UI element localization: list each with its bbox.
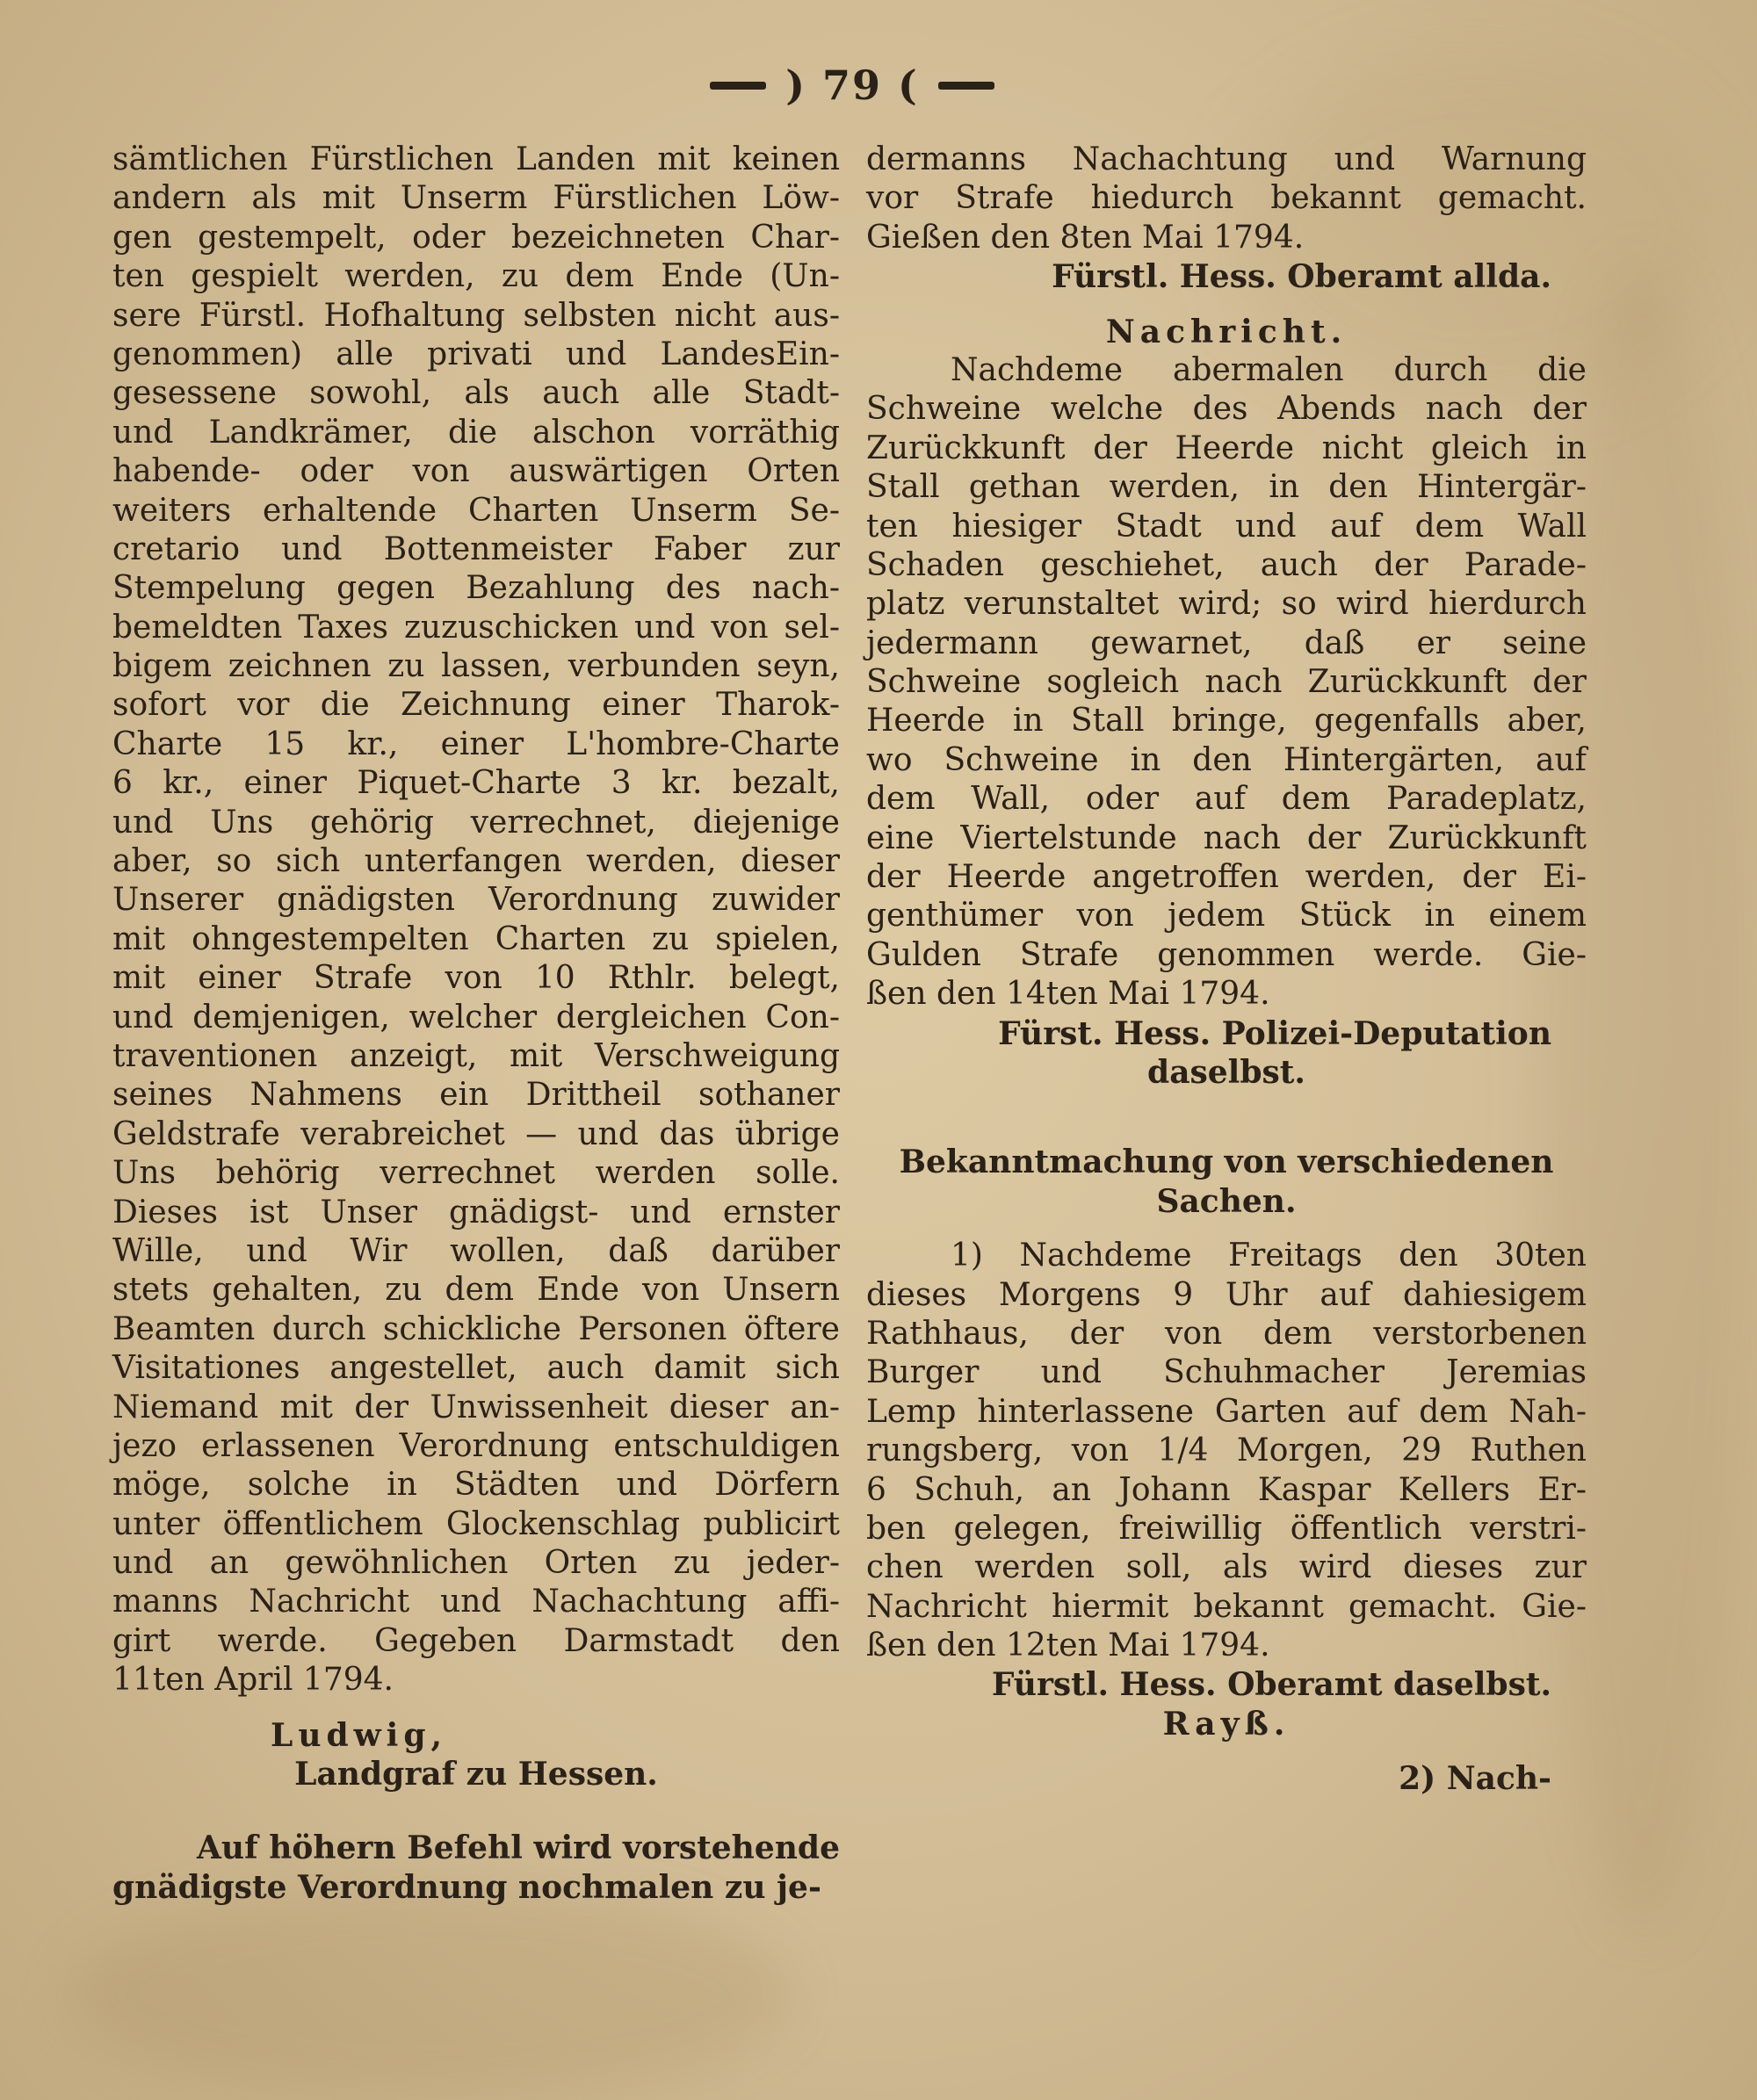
text-line: aber, so sich unterfangen werden, dieser [112, 843, 840, 880]
text-line: Visitationes angestellet, auch damit sich [112, 1350, 840, 1387]
text-line: seines Nahmens ein Drittheil sothaner [112, 1077, 840, 1114]
text-line: andern als mit Unserm Fürstlichen Löw- [112, 180, 840, 217]
text-line: gen gestempelt, oder bezeichneten Char- [112, 219, 840, 256]
page-header [668, 54, 1037, 116]
nachricht-text [866, 351, 1587, 1014]
text-line: Geldstrafe verabreichet — und das übrige [112, 1115, 840, 1152]
text-line: Auf höhern Befehl wird vorstehende [197, 1829, 840, 1867]
text-line: dem Wall, oder auf dem Paradeplatz, [866, 781, 1587, 818]
text-line: ßen den 12ten Mai 1794. [866, 1627, 1270, 1664]
text-line: dermanns Nachachtung und Warnung [866, 141, 1587, 177]
page-number: ) 79 ( [785, 61, 919, 109]
text-line: ten gespielt werden, zu dem Ende (Un- [112, 258, 840, 295]
authority-signature: Fürst. Hess. Polizei-Deputation [998, 1014, 1551, 1052]
text-line: traventionen anzeigt, mit Verschweigung [112, 1037, 840, 1074]
catchword: 2) Nach- [1399, 1760, 1551, 1798]
text-line: Schaden geschiehet, auch der Parade- [866, 546, 1587, 583]
text-line: Charte 15 kr., einer L'hombre-Charte [112, 725, 840, 762]
right-column [866, 141, 1587, 1799]
text-line: jedermann gewarnet, daß er seine [866, 624, 1587, 661]
text-line: möge, solche in Städten und Dörfern [112, 1467, 840, 1504]
authority-signature-line2: daselbst. [1147, 1053, 1305, 1091]
text-line: und an gewöhnlichen Orten zu jeder- [112, 1545, 840, 1582]
heading-line: Bekanntmachung von verschiedenen [899, 1144, 1554, 1181]
text-line: der Heerde angetroffen werden, der Ei- [866, 859, 1587, 896]
text-line: Nachricht hiermit bekannt gemacht. Gie- [866, 1588, 1587, 1625]
section-heading [866, 1143, 1587, 1221]
text-line: gnädigste Verordnung nochmalen zu je- [112, 1868, 821, 1906]
text-line: platz verunstaltet wird; so wird hierdurch [866, 586, 1587, 623]
text-line: gesessene sowohl, als auch alle Stadt- [112, 375, 840, 412]
text-line: girt werde. Gegeben Darmstadt den [112, 1622, 840, 1659]
text-line: Rathhaus, der von dem verstorbenen [866, 1315, 1587, 1352]
left-column [112, 141, 840, 1907]
authority-signature: Fürstl. Hess. Oberamt daselbst. [991, 1666, 1551, 1704]
signature-name: Ludwig, [271, 1716, 448, 1754]
text-line: ten hiesiger Stadt und auf dem Wall [866, 508, 1587, 545]
text-line: vor Strafe hiedurch bekannt gemacht. [866, 180, 1587, 217]
text-line: habende- oder von auswärtigen Orten [112, 453, 840, 490]
header-rule-left [710, 82, 766, 90]
continuation-text [866, 141, 1587, 257]
text-line: Gießen den 8ten Mai 1794. [866, 219, 1305, 256]
text-line: cretario und Bottenmeister Faber zur [112, 530, 840, 567]
text-line: Gulden Strafe genommen werde. Gie- [866, 936, 1587, 973]
signature-block [112, 1716, 840, 1794]
text-line: rungsberg, von 1/4 Morgen, 29 Ruthen [866, 1432, 1587, 1469]
text-line: 6 kr., einer Piquet-Charte 3 kr. bezalt, [112, 765, 840, 802]
text-line: und demjenigen, welcher dergleichen Con- [112, 999, 840, 1036]
ordinance-text [112, 141, 840, 1700]
text-line: Uns behörig verrechnet werden solle. [112, 1155, 840, 1192]
text-line: 6 Schuh, an Johann Kaspar Kellers Er- [866, 1471, 1587, 1508]
text-line: sämtlichen Fürstlichen Landen mit keinen [112, 141, 840, 177]
authority-signature: Fürstl. Hess. Oberamt allda. [1052, 258, 1551, 296]
text-line: 11ten April 1794. [112, 1662, 394, 1699]
text-line: Dieses ist Unser gnädigst- und ernster [112, 1194, 840, 1230]
text-line: manns Nachricht und Nachachtung affi- [112, 1584, 840, 1620]
text-line: genthümer von jedem Stück in einem [866, 898, 1587, 935]
text-line: Schweine sogleich nach Zurückkunft der [866, 664, 1587, 701]
text-line: und Landkrämer, die alschon vorräthig [112, 414, 840, 451]
official-name: Rayß. [1162, 1705, 1291, 1743]
text-line: Heerde in Stall bringe, gegenfalls aber, [866, 703, 1587, 740]
text-line: Stempelung gegen Bezahlung des nach- [112, 570, 840, 607]
text-line: und Uns gehörig verrechnet, diejenige [112, 804, 840, 841]
text-line: mit ohngestempelten Charten zu spielen, [112, 920, 840, 957]
text-line: jezo erlassenen Verordnung entschuldigen [112, 1427, 840, 1464]
text-line: sofort vor die Zeichnung einer Tharok- [112, 687, 840, 724]
bekanntmachung-text [866, 1237, 1587, 1665]
text-line: Nachdeme abermalen durch die [951, 351, 1587, 388]
text-line: dieses Morgens 9 Uhr auf dahiesigem [866, 1276, 1587, 1313]
section-heading: Nachricht. [1105, 313, 1348, 350]
text-line: eine Viertelstunde nach der Zurückkunft [866, 819, 1587, 856]
text-line: 1) Nachdeme Freitags den 30ten [951, 1238, 1587, 1274]
header-rule-right [938, 82, 994, 90]
paper-stain [70, 1888, 791, 2099]
text-line: Burger und Schuhmacher Jeremias [866, 1354, 1587, 1391]
text-line: ßen den 14ten Mai 1794. [866, 976, 1270, 1013]
text-line: Lemp hinterlassene Garten auf dem Nah- [866, 1393, 1587, 1430]
text-line: Zurückkunft der Heerde nicht gleich in [866, 429, 1587, 466]
text-line: Beamten durch schickliche Personen öftere [112, 1310, 840, 1347]
text-line: Wille, und Wir wollen, daß darüber [112, 1232, 840, 1269]
text-line: genommen) alle privati und LandesEin- [112, 336, 840, 372]
text-line: stets gehalten, zu dem Ende von Unsern [112, 1272, 840, 1309]
text-line: unter öffentlichem Glockenschlag publicirt [112, 1505, 840, 1542]
text-line: bemeldten Taxes zuzuschicken und von sel- [112, 609, 840, 646]
text-line: sere Fürstl. Hofhaltung selbsten nicht aus- [112, 297, 840, 334]
text-line: bigem zeichnen zu lassen, verbunden seyn, [112, 648, 840, 685]
text-line: weiters erhaltende Charten Unserm Se- [112, 492, 840, 529]
left-footer-text [112, 1829, 840, 1907]
text-line: chen werden soll, als wird dieses zur [866, 1549, 1587, 1586]
text-line: wo Schweine in den Hintergärten, auf [866, 741, 1587, 778]
text-line: mit einer Strafe von 10 Rthlr. belegt, [112, 960, 840, 997]
signature-title: Landgraf zu Hessen. [294, 1756, 658, 1793]
text-line: ben gelegen, freiwillig öffentlich verstri- [866, 1510, 1587, 1547]
text-line: Schweine welche des Abends nach der [866, 391, 1587, 428]
text-line: Stall gethan werden, in den Hintergär- [866, 469, 1587, 506]
text-line: Unserer gnädigsten Verordnung zuwider [112, 882, 840, 919]
text-line: Niemand mit der Unwissenheit dieser an- [112, 1389, 840, 1425]
heading-line: Sachen. [1156, 1182, 1297, 1220]
